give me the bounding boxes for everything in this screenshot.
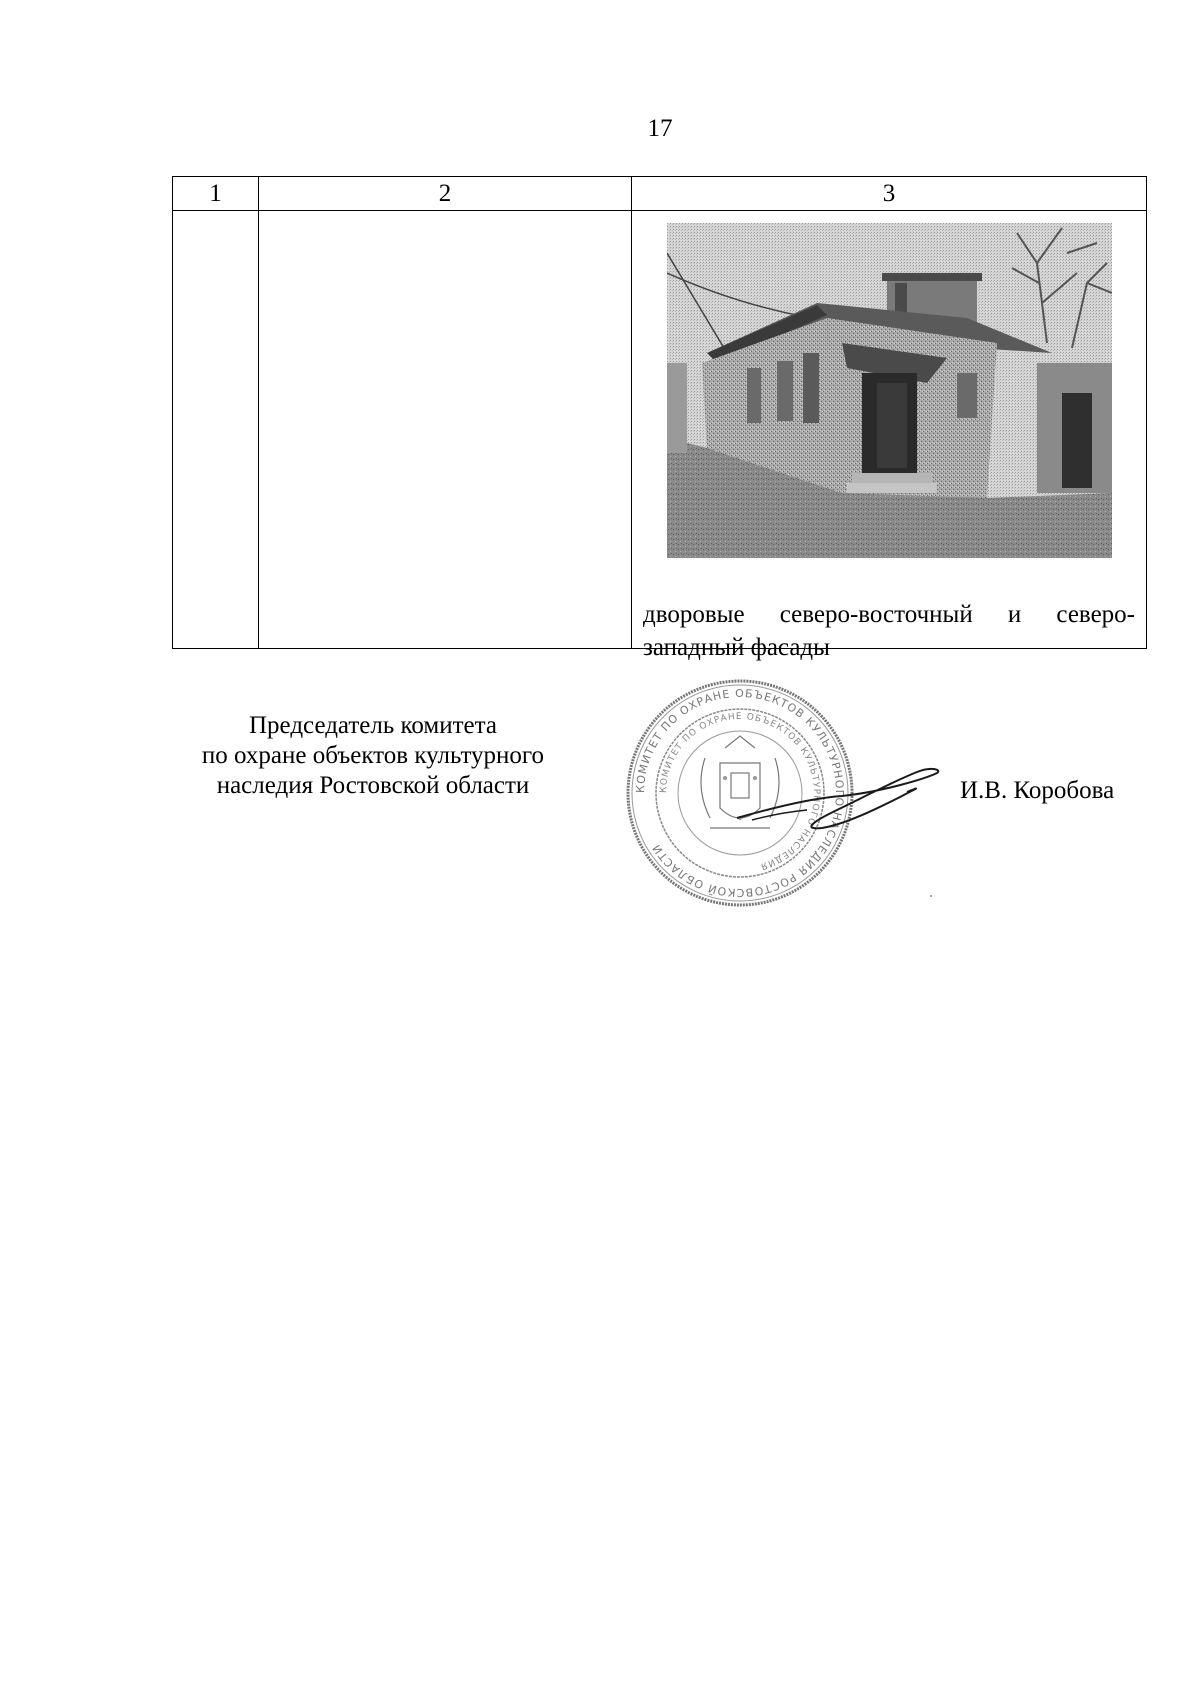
signer-name: И.В. Коробова xyxy=(960,777,1115,804)
photo-caption: дворовые северо-восточный и северо-западный фасады xyxy=(643,601,1135,661)
table-row xyxy=(173,211,1147,649)
table-cell-photo xyxy=(632,211,1147,661)
building-photo-icon xyxy=(667,223,1112,558)
table-header-cell-2: 2 xyxy=(259,177,632,211)
seal-outer-text: КОМИТЕТ ПО ОХРАНЕ ОБЪЕКТОВ КУЛЬТУРНОГО НАСЛЕДИЯ РОСТОВСКОЙ ОБЛАСТИ xyxy=(633,686,847,900)
scan-speck xyxy=(930,895,932,897)
table-header-cell-1: 1 xyxy=(173,177,259,211)
object-table xyxy=(172,176,1147,661)
signer-title-line: наследия Ростовской области xyxy=(216,772,530,799)
seal-inner-text: КОМИТЕТ ПО ОХРАНЕ ОБЪЕКТОВ КУЛЬТУРНОГО НАСЛЕДИЯ xyxy=(658,711,822,872)
handwritten-signature-icon xyxy=(732,758,942,838)
building-photo xyxy=(667,223,1112,558)
page-number: 17 xyxy=(647,115,673,142)
table-cell-description xyxy=(259,211,632,649)
table-header-row xyxy=(173,177,1147,211)
signer-title xyxy=(168,711,578,801)
table-cell-number xyxy=(173,211,259,649)
signer-title-line: Председатель комитета xyxy=(249,712,497,739)
table-header-cell-3: 3 xyxy=(632,177,1147,211)
signer-title-line: по охране объектов культурного xyxy=(201,742,545,769)
